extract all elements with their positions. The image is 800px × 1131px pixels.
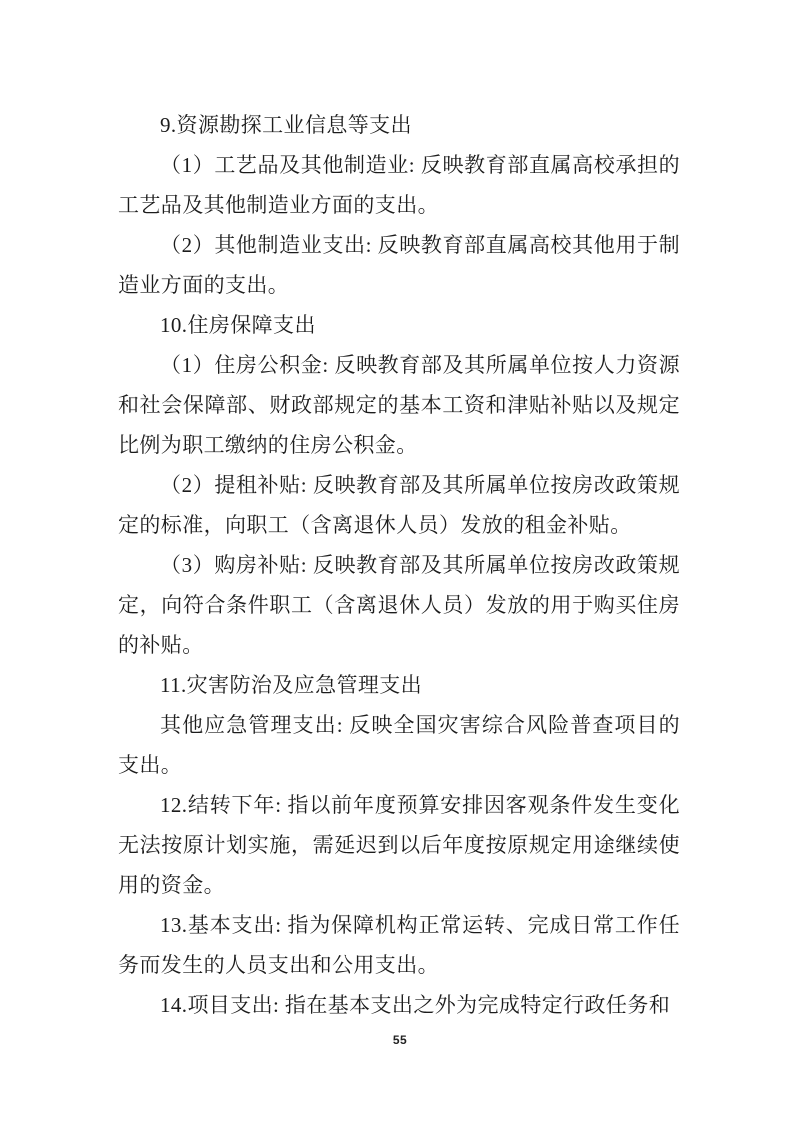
paragraph: 14.项目支出: 指在基本支出之外为完成特定行政任务和 (160, 993, 671, 1017)
paragraph: 10.住房保障支出 (160, 313, 316, 337)
page-footer (0, 1031, 800, 1049)
paragraph: （3）购房补贴: 反映教育部及其所属单位按房改政策规定，向符合条件职工（含离退休人员）发放的用于购买住房的补贴。 (118, 553, 680, 657)
paragraph: 12.结转下年: 指以前年度预算安排因客观条件发生变化无法按原计划实施，需延迟到以后年度按原规定用途继续使用的资金。 (118, 793, 680, 897)
paragraph: （2）提租补贴: 反映教育部及其所属单位按房改政策规定的标准，向职工（含离退休人员）发放的租金补贴。 (118, 473, 680, 537)
paragraph: （1）工艺品及其他制造业: 反映教育部直属高校承担的工艺品及其他制造业方面的支出。 (118, 153, 680, 217)
paragraph: （2）其他制造业支出: 反映教育部直属高校其他用于制造业方面的支出。 (118, 233, 680, 297)
paragraph: 9.资源勘探工业信息等支出 (160, 113, 412, 137)
paragraph: 13.基本支出: 指为保障机构正常运转、完成日常工作任务而发生的人员支出和公用支出。 (118, 913, 680, 977)
paragraph: 其他应急管理支出: 反映全国灾害综合风险普查项目的支出。 (118, 713, 680, 777)
paragraph: （1）住房公积金: 反映教育部及其所属单位按人力资源和社会保障部、财政部规定的基本工资和津贴补贴以及规定比例为职工缴纳的住房公积金。 (118, 353, 680, 457)
paragraph: 11.灾害防治及应急管理支出 (160, 673, 423, 697)
page-number: 55 (392, 1033, 408, 1047)
page-body (118, 105, 680, 1025)
